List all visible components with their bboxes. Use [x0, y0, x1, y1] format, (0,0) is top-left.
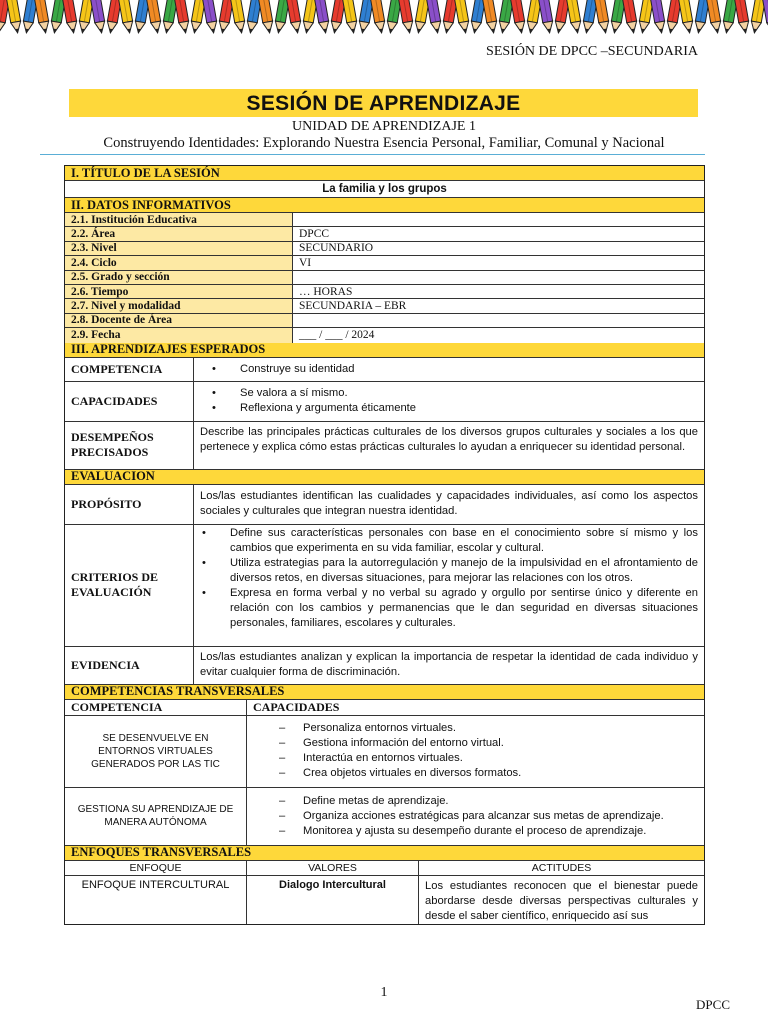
page-title: SESIÓN DE APRENDIZAJE — [69, 89, 698, 117]
section-heading-label: III. APRENDIZAJES ESPERADOS — [71, 342, 266, 357]
pencil-icon — [258, 0, 274, 34]
datos-label: 2.5. Grado y sección — [65, 271, 293, 284]
pencil-icon — [146, 0, 162, 34]
datos-row — [65, 213, 704, 227]
enfoques-col-actitudes: ACTITUDES — [531, 861, 592, 874]
datos-row — [65, 314, 704, 328]
competencia-item: • Construye su identidad — [212, 362, 354, 377]
datos-label: 2.6. Tiempo — [65, 285, 293, 298]
section-transversales-heading — [65, 685, 704, 700]
datos-row — [65, 328, 704, 342]
transversal-row — [65, 788, 704, 846]
capacidades-row — [65, 382, 704, 422]
transversal-capacidades — [247, 788, 704, 845]
transversal-capacidad: – Crea objetos virtuales en diversos formatos. — [279, 766, 521, 781]
section-heading-label: COMPETENCIAS TRANSVERSALES — [71, 684, 285, 699]
competencia-label: COMPETENCIA — [65, 358, 194, 381]
pencil-icon — [426, 0, 442, 34]
transversales-col-capacidades: CAPACIDADES — [253, 699, 340, 714]
pencil-icon — [650, 0, 666, 34]
datos-label: 2.9. Fecha — [65, 328, 293, 342]
enfoque-actitud: Los estudiantes reconocen que el bienestar puede abordarse desde diversas perspectivas culturales y desde el saber científico, enriquecido así sus — [425, 879, 698, 922]
section-heading-label: ENFOQUES TRANSVERSALES — [71, 845, 252, 860]
pencil-icon — [174, 0, 190, 34]
datos-label: 2.3. Nivel — [65, 242, 293, 255]
pencil-icon — [678, 0, 694, 34]
section-enfoques-heading — [65, 846, 704, 861]
section-heading-label: EVALUACION — [71, 469, 155, 484]
transversal-capacidad: – Interactúa en entornos virtuales. — [279, 751, 521, 766]
pencil-icon — [118, 0, 134, 34]
pencil-icon — [706, 0, 722, 34]
section-evaluacion-heading — [65, 470, 704, 485]
pencil-icon — [90, 0, 106, 34]
transversales-col-competencia: COMPETENCIA — [65, 700, 247, 715]
capacidad-item: • Reflexiona y argumenta éticamente — [212, 401, 416, 416]
header-session-label: SESIÓN DE DPCC –SECUNDARIA — [486, 44, 698, 59]
datos-value: ___ / ___ / 2024 — [299, 329, 375, 342]
datos-value: SECUNDARIO — [299, 242, 374, 255]
datos-row — [65, 299, 704, 313]
datos-row — [65, 285, 704, 299]
pencil-icon — [510, 0, 526, 34]
transversales-header-row — [65, 700, 704, 716]
section-heading-label: II. DATOS INFORMATIVOS — [71, 197, 231, 212]
evidencia-value: Los/las estudiantes analizan y explican la importancia de respetar la identidad de cada individuo y evitar cualquier forma de discriminación. — [200, 651, 698, 679]
transversal-competencia: SE DESENVUELVE EN ENTORNOS VIRTUALES GENERADOS POR LAS TIC — [65, 716, 247, 787]
pencil-icon — [314, 0, 330, 34]
unit-label: UNIDAD DE APRENDIZAJE 1 — [292, 119, 476, 134]
section-datos-heading — [65, 198, 704, 213]
desempenos-value: Describe las principales prácticas culturales de los diversos grupos culturales y sociales a los que pertenece y explica cómo estas prácticas culturales lo ayudan a enriquecer su identidad personal. — [200, 425, 698, 453]
section-heading-label: I. TÍTULO DE LA SESIÓN — [71, 165, 220, 180]
pencil-icon — [622, 0, 638, 34]
section-title-heading — [65, 166, 704, 181]
session-table — [64, 165, 705, 925]
datos-label: 2.2. Área — [65, 227, 293, 240]
enfoques-header-row — [65, 861, 704, 876]
pencil-icon — [62, 0, 78, 34]
transversal-capacidades — [247, 716, 704, 787]
datos-row — [65, 242, 704, 256]
criterios-label: CRITERIOS DE EVALUACIÓN — [65, 525, 194, 646]
transversal-capacidad: – Define metas de aprendizaje. — [279, 794, 664, 809]
transversal-capacidad: – Personaliza entornos virtuales. — [279, 721, 521, 736]
datos-label: 2.4. Ciclo — [65, 256, 293, 269]
proposito-label: PROPÓSITO — [65, 485, 194, 524]
unit-title: Construyendo Identidades: Explorando Nuestra Esencia Personal, Familiar, Comunal y Nacional — [103, 135, 665, 151]
datos-value — [293, 213, 704, 226]
pencil-icon — [734, 0, 750, 34]
datos-value: VI — [299, 256, 312, 269]
pencil-icon — [34, 0, 50, 34]
datos-value: DPCC — [299, 228, 330, 241]
capacidades-label: CAPACIDADES — [65, 382, 194, 421]
datos-row — [65, 271, 704, 285]
proposito-value: Los/las estudiantes identifican las cualidades y capacidades individuales, así como los aspectos sociales y culturales que integran nuestra identidad. — [200, 490, 698, 518]
competencia-row — [65, 358, 704, 382]
evidencia-label: EVIDENCIA — [65, 647, 194, 684]
transversal-row — [65, 716, 704, 788]
enfoque-valor: Dialogo Intercultural — [247, 876, 419, 924]
section-aprendizajes-heading — [65, 343, 704, 358]
transversal-capacidad: – Gestiona información del entorno virtual. — [279, 736, 521, 751]
pencil-icon — [6, 0, 22, 34]
transversal-capacidad: – Organiza acciones estratégicas para alcanzar sus metas de aprendizaje. — [279, 809, 664, 824]
page-number: 1 — [380, 985, 388, 1000]
datos-value: SECUNDARIA – EBR — [299, 300, 407, 313]
criterios-value — [194, 525, 704, 646]
pencil-icon — [566, 0, 582, 34]
evidencia-row — [65, 647, 704, 685]
footer-label: DPCC — [696, 997, 730, 1012]
enfoques-col-valores: VALORES — [247, 861, 419, 875]
pencil-icon — [370, 0, 386, 34]
capacidad-item: • Se valora a sí mismo. — [212, 386, 416, 401]
pencil-icon — [230, 0, 246, 34]
criterio-item: • Define sus características personales con base en el conocimiento sobre sí mismo y los cambios que experimenta en su vida familiar, escolar y cultural. — [202, 526, 698, 556]
criterio-item: • Expresa en forma verbal y no verbal su agrado y orgullo por sentirse único y diferente en relación con los cambios y permanencias que le dan seguridad en diversas situaciones personales, familiares, escolares y culturales. — [202, 586, 698, 631]
session-title-row — [65, 181, 704, 198]
criterio-item: • Utiliza estrategias para la autorregulación y manejo de la impulsividad en el afrontamiento de diversos retos, en diversas situaciones, para mejorar las relaciones con los otros. — [202, 556, 698, 586]
enfoque-row — [65, 876, 704, 924]
criterios-row — [65, 525, 704, 647]
transversal-capacidad: – Monitorea y ajusta su desempeño durante el proceso de aprendizaje. — [279, 824, 664, 839]
competencia-value — [194, 358, 704, 381]
pencil-icon — [398, 0, 414, 34]
capacidades-value — [194, 382, 704, 421]
header-rule — [40, 154, 705, 155]
pencil-icon — [342, 0, 358, 34]
proposito-row — [65, 485, 704, 525]
datos-label: 2.1. Institución Educativa — [65, 213, 293, 226]
datos-value: … HORAS — [299, 285, 353, 298]
pencil-icon — [454, 0, 470, 34]
desempenos-label: DESEMPEÑOS PRECISADOS — [65, 422, 194, 469]
datos-row — [65, 227, 704, 241]
pencil-icon — [538, 0, 554, 34]
pencil-icon — [286, 0, 302, 34]
transversal-competencia: GESTIONA SU APRENDIZAJE DE MANERA AUTÓNOMA — [65, 788, 247, 845]
enfoque-name: ENFOQUE INTERCULTURAL — [65, 876, 247, 924]
pencil-icon — [594, 0, 610, 34]
datos-label: 2.7. Nivel y modalidad — [65, 299, 293, 312]
enfoques-col-enfoque: ENFOQUE — [65, 861, 247, 875]
desempenos-row — [65, 422, 704, 470]
datos-value — [293, 271, 704, 284]
datos-row — [65, 256, 704, 270]
datos-informativos — [65, 213, 704, 343]
pencil-icon — [482, 0, 498, 34]
datos-value — [293, 314, 704, 327]
session-title: La familia y los grupos — [322, 183, 447, 195]
pencil-border-decoration — [0, 0, 768, 40]
pencil-icon — [202, 0, 218, 34]
datos-label: 2.8. Docente de Área — [65, 314, 293, 327]
